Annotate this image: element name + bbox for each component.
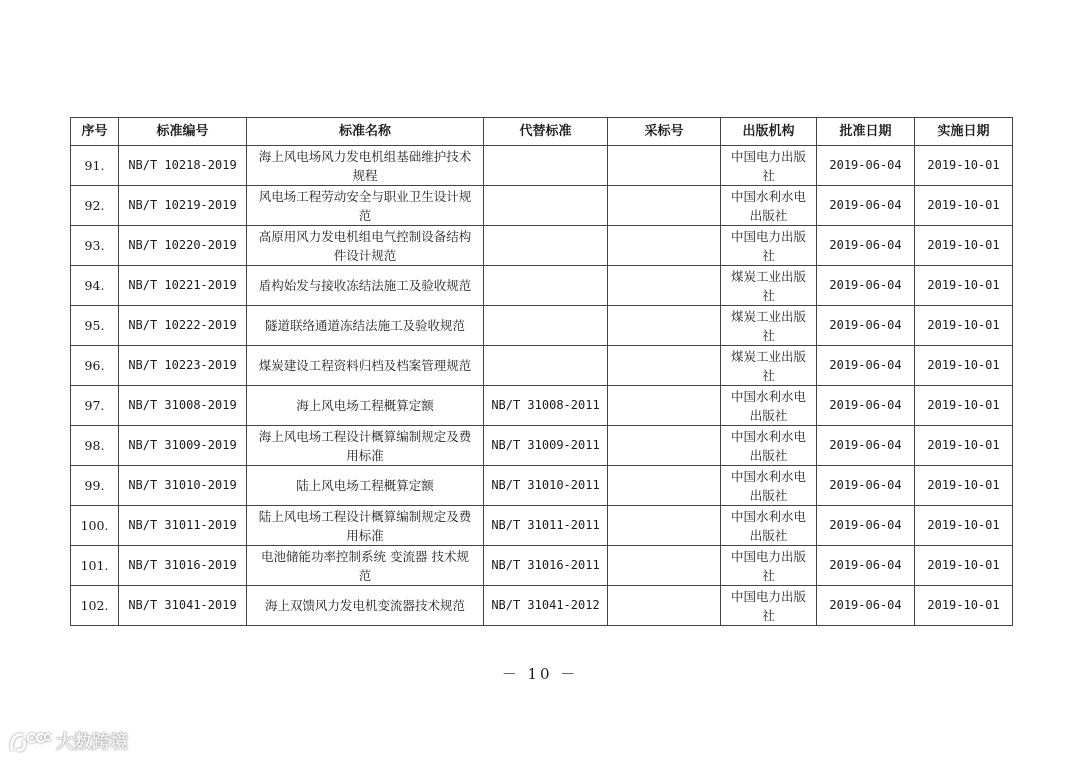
header-publisher: 出版机构 bbox=[721, 118, 817, 146]
table-row bbox=[71, 426, 1013, 466]
cell-adopted-standard bbox=[608, 146, 721, 186]
cell-standard-name: 煤炭建设工程资料归档及档案管理规范 bbox=[247, 346, 484, 386]
cell-replaced-standard bbox=[484, 226, 608, 266]
cell-effective-date: 2019-10-01 bbox=[915, 386, 1013, 426]
cell-replaced-standard: NB/T 31009-2011 bbox=[484, 426, 608, 466]
cell-standard-code: NB/T 10223-2019 bbox=[119, 346, 247, 386]
cell-effective-date: 2019-10-01 bbox=[915, 346, 1013, 386]
cell-publisher: 中国电力出版社 bbox=[721, 146, 817, 186]
cell-publisher: 煤炭工业出版社 bbox=[721, 306, 817, 346]
cell-adopted-standard bbox=[608, 506, 721, 546]
header-index: 序号 bbox=[71, 118, 119, 146]
cell-standard-code: NB/T 31010-2019 bbox=[119, 466, 247, 506]
cell-effective-date: 2019-10-01 bbox=[915, 586, 1013, 626]
cell-adopted-standard bbox=[608, 586, 721, 626]
table-row bbox=[71, 546, 1013, 586]
cell-approval-date: 2019-06-04 bbox=[817, 346, 915, 386]
cell-index: 92. bbox=[71, 186, 119, 226]
cell-effective-date: 2019-10-01 bbox=[915, 426, 1013, 466]
cell-adopted-standard bbox=[608, 426, 721, 466]
cell-replaced-standard: NB/T 31008-2011 bbox=[484, 386, 608, 426]
cell-publisher: 中国水利水电出版社 bbox=[721, 386, 817, 426]
cell-adopted-standard bbox=[608, 546, 721, 586]
table-row bbox=[71, 586, 1013, 626]
watermark-text: 大数跨境 bbox=[56, 732, 128, 753]
cell-standard-name: 海上风电场风力发电机组基础维护技术规程 bbox=[247, 146, 484, 186]
cell-publisher: 中国水利水电出版社 bbox=[721, 506, 817, 546]
cell-index: 93. bbox=[71, 226, 119, 266]
cell-approval-date: 2019-06-04 bbox=[817, 146, 915, 186]
cell-effective-date: 2019-10-01 bbox=[915, 306, 1013, 346]
cell-adopted-standard bbox=[608, 226, 721, 266]
cell-standard-code: NB/T 31009-2019 bbox=[119, 426, 247, 466]
table-row bbox=[71, 346, 1013, 386]
cell-standard-code: NB/T 10222-2019 bbox=[119, 306, 247, 346]
cell-approval-date: 2019-06-04 bbox=[817, 466, 915, 506]
table-row bbox=[71, 506, 1013, 546]
cell-index: 101. bbox=[71, 546, 119, 586]
table-row bbox=[71, 226, 1013, 266]
cell-effective-date: 2019-10-01 bbox=[915, 186, 1013, 226]
cell-index: 102. bbox=[71, 586, 119, 626]
cell-index: 91. bbox=[71, 146, 119, 186]
cell-publisher: 中国电力出版社 bbox=[721, 226, 817, 266]
table-row bbox=[71, 306, 1013, 346]
cell-replaced-standard bbox=[484, 306, 608, 346]
cell-publisher: 中国水利水电出版社 bbox=[721, 186, 817, 226]
cell-adopted-standard bbox=[608, 386, 721, 426]
cell-replaced-standard bbox=[484, 346, 608, 386]
cell-effective-date: 2019-10-01 bbox=[915, 546, 1013, 586]
cell-approval-date: 2019-06-04 bbox=[817, 306, 915, 346]
cell-publisher: 中国水利水电出版社 bbox=[721, 426, 817, 466]
cell-replaced-standard bbox=[484, 186, 608, 226]
cell-publisher: 煤炭工业出版社 bbox=[721, 346, 817, 386]
cell-approval-date: 2019-06-04 bbox=[817, 546, 915, 586]
cell-approval-date: 2019-06-04 bbox=[817, 506, 915, 546]
cell-standard-code: NB/T 10221-2019 bbox=[119, 266, 247, 306]
cell-index: 99. bbox=[71, 466, 119, 506]
header-replaced: 代替标准 bbox=[484, 118, 608, 146]
cell-standard-code: NB/T 31041-2019 bbox=[119, 586, 247, 626]
header-effective-date: 实施日期 bbox=[915, 118, 1013, 146]
header-adopted: 采标号 bbox=[608, 118, 721, 146]
header-row bbox=[71, 118, 1013, 146]
cell-adopted-standard bbox=[608, 266, 721, 306]
table-row bbox=[71, 186, 1013, 226]
standards-table bbox=[70, 117, 1013, 626]
cell-standard-name: 陆上风电场工程设计概算编制规定及费用标准 bbox=[247, 506, 484, 546]
cell-approval-date: 2019-06-04 bbox=[817, 426, 915, 466]
cell-publisher: 中国水利水电出版社 bbox=[721, 466, 817, 506]
cell-standard-name: 风电场工程劳动安全与职业卫生设计规范 bbox=[247, 186, 484, 226]
cell-effective-date: 2019-10-01 bbox=[915, 226, 1013, 266]
table-body bbox=[71, 146, 1013, 626]
watermark-logo-icon bbox=[8, 729, 52, 753]
cell-approval-date: 2019-06-04 bbox=[817, 226, 915, 266]
cell-index: 96. bbox=[71, 346, 119, 386]
cell-standard-code: NB/T 10219-2019 bbox=[119, 186, 247, 226]
cell-standard-code: NB/T 10220-2019 bbox=[119, 226, 247, 266]
cell-standard-code: NB/T 31016-2019 bbox=[119, 546, 247, 586]
cell-index: 97. bbox=[71, 386, 119, 426]
cell-standard-code: NB/T 10218-2019 bbox=[119, 146, 247, 186]
cell-standard-name: 海上双馈风力发电机变流器技术规范 bbox=[247, 586, 484, 626]
cell-adopted-standard bbox=[608, 346, 721, 386]
cell-standard-code: NB/T 31011-2019 bbox=[119, 506, 247, 546]
table-row bbox=[71, 466, 1013, 506]
cell-index: 100. bbox=[71, 506, 119, 546]
header-name: 标准名称 bbox=[247, 118, 484, 146]
watermark bbox=[8, 728, 128, 754]
cell-replaced-standard bbox=[484, 266, 608, 306]
cell-adopted-standard bbox=[608, 466, 721, 506]
cell-standard-name: 电池储能功率控制系统 变流器 技术规范 bbox=[247, 546, 484, 586]
table-row bbox=[71, 146, 1013, 186]
cell-publisher: 中国电力出版社 bbox=[721, 546, 817, 586]
cell-effective-date: 2019-10-01 bbox=[915, 146, 1013, 186]
cell-replaced-standard: NB/T 31041-2012 bbox=[484, 586, 608, 626]
cell-replaced-standard: NB/T 31011-2011 bbox=[484, 506, 608, 546]
cell-standard-name: 高原用风力发电机组电气控制设备结构件设计规范 bbox=[247, 226, 484, 266]
table-row bbox=[71, 266, 1013, 306]
cell-standard-name: 隧道联络通道冻结法施工及验收规范 bbox=[247, 306, 484, 346]
cell-adopted-standard bbox=[608, 186, 721, 226]
table-row bbox=[71, 386, 1013, 426]
cell-publisher: 煤炭工业出版社 bbox=[721, 266, 817, 306]
cell-standard-name: 盾构始发与接收冻结法施工及验收规范 bbox=[247, 266, 484, 306]
cell-publisher: 中国电力出版社 bbox=[721, 586, 817, 626]
cell-effective-date: 2019-10-01 bbox=[915, 266, 1013, 306]
cell-approval-date: 2019-06-04 bbox=[817, 186, 915, 226]
cell-effective-date: 2019-10-01 bbox=[915, 466, 1013, 506]
cell-replaced-standard: NB/T 31010-2011 bbox=[484, 466, 608, 506]
header-approval-date: 批准日期 bbox=[817, 118, 915, 146]
cell-index: 95. bbox=[71, 306, 119, 346]
cell-approval-date: 2019-06-04 bbox=[817, 266, 915, 306]
cell-replaced-standard bbox=[484, 146, 608, 186]
cell-standard-name: 陆上风电场工程概算定额 bbox=[247, 466, 484, 506]
header-code: 标准编号 bbox=[119, 118, 247, 146]
cell-index: 94. bbox=[71, 266, 119, 306]
cell-standard-code: NB/T 31008-2019 bbox=[119, 386, 247, 426]
page-number: － 10 － bbox=[501, 665, 579, 683]
cell-replaced-standard: NB/T 31016-2011 bbox=[484, 546, 608, 586]
cell-index: 98. bbox=[71, 426, 119, 466]
cell-approval-date: 2019-06-04 bbox=[817, 586, 915, 626]
cell-standard-name: 海上风电场工程概算定额 bbox=[247, 386, 484, 426]
cell-effective-date: 2019-10-01 bbox=[915, 506, 1013, 546]
cell-approval-date: 2019-06-04 bbox=[817, 386, 915, 426]
cell-adopted-standard bbox=[608, 306, 721, 346]
cell-standard-name: 海上风电场工程设计概算编制规定及费用标准 bbox=[247, 426, 484, 466]
